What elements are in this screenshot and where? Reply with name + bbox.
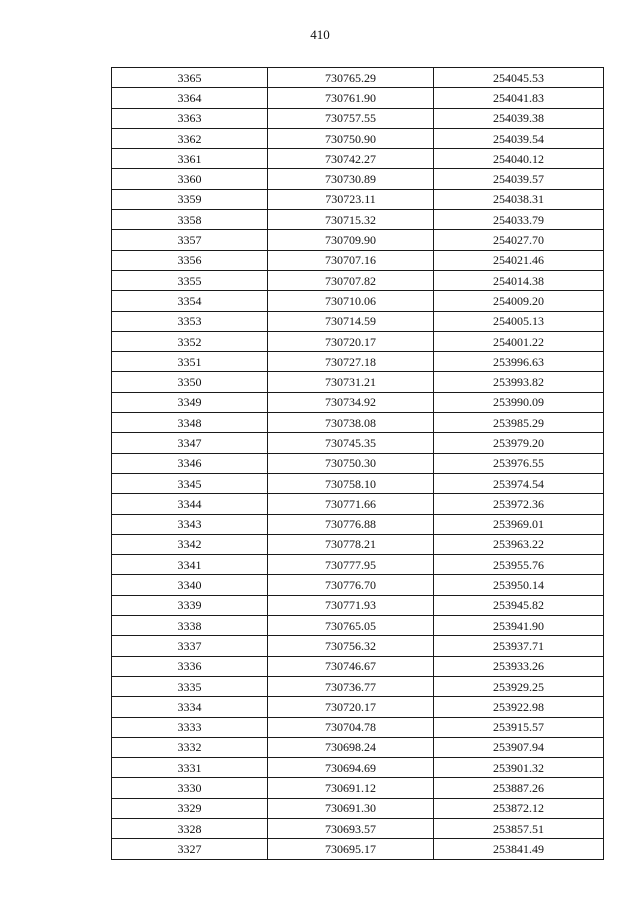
x-coordinate-cell: 730776.70 xyxy=(268,575,434,595)
y-coordinate-cell: 253872.12 xyxy=(434,798,604,818)
point-number-cell: 3341 xyxy=(112,555,268,575)
table-row xyxy=(112,737,604,757)
point-number-cell: 3338 xyxy=(112,616,268,636)
table-row xyxy=(112,575,604,595)
point-number-cell: 3329 xyxy=(112,798,268,818)
point-number-cell: 3348 xyxy=(112,413,268,433)
point-number-cell: 3349 xyxy=(112,392,268,412)
point-number-cell: 3347 xyxy=(112,433,268,453)
table-row xyxy=(112,616,604,636)
x-coordinate-cell: 730709.90 xyxy=(268,230,434,250)
table-row xyxy=(112,697,604,717)
table-row xyxy=(112,372,604,392)
x-coordinate-cell: 730704.78 xyxy=(268,717,434,737)
table-row xyxy=(112,555,604,575)
x-coordinate-cell: 730736.77 xyxy=(268,676,434,696)
y-coordinate-cell: 253974.54 xyxy=(434,473,604,493)
x-coordinate-cell: 730694.69 xyxy=(268,758,434,778)
table-row xyxy=(112,656,604,676)
point-number-cell: 3365 xyxy=(112,68,268,88)
point-number-cell: 3354 xyxy=(112,291,268,311)
table-row xyxy=(112,778,604,798)
x-coordinate-cell: 730756.32 xyxy=(268,636,434,656)
point-number-cell: 3352 xyxy=(112,331,268,351)
y-coordinate-cell: 253915.57 xyxy=(434,717,604,737)
y-coordinate-cell: 253950.14 xyxy=(434,575,604,595)
point-number-cell: 3332 xyxy=(112,737,268,757)
y-coordinate-cell: 253887.26 xyxy=(434,778,604,798)
point-number-cell: 3331 xyxy=(112,758,268,778)
point-number-cell: 3359 xyxy=(112,189,268,209)
y-coordinate-cell: 253985.29 xyxy=(434,413,604,433)
y-coordinate-cell: 253857.51 xyxy=(434,818,604,838)
y-coordinate-cell: 253976.55 xyxy=(434,453,604,473)
table-row xyxy=(112,270,604,290)
point-number-cell: 3334 xyxy=(112,697,268,717)
x-coordinate-cell: 730714.59 xyxy=(268,311,434,331)
point-number-cell: 3356 xyxy=(112,250,268,270)
x-coordinate-cell: 730757.55 xyxy=(268,108,434,128)
table-row xyxy=(112,392,604,412)
table-row xyxy=(112,128,604,148)
table-row xyxy=(112,534,604,554)
x-coordinate-cell: 730776.88 xyxy=(268,514,434,534)
y-coordinate-cell: 254041.83 xyxy=(434,88,604,108)
y-coordinate-cell: 253922.98 xyxy=(434,697,604,717)
point-number-cell: 3357 xyxy=(112,230,268,250)
point-number-cell: 3327 xyxy=(112,839,268,859)
point-number-cell: 3363 xyxy=(112,108,268,128)
y-coordinate-cell: 253979.20 xyxy=(434,433,604,453)
x-coordinate-cell: 730730.89 xyxy=(268,169,434,189)
y-coordinate-cell: 253933.26 xyxy=(434,656,604,676)
table-row xyxy=(112,352,604,372)
table-row xyxy=(112,818,604,838)
table-row xyxy=(112,189,604,209)
y-coordinate-cell: 254040.12 xyxy=(434,149,604,169)
y-coordinate-cell: 253941.90 xyxy=(434,616,604,636)
point-number-cell: 3362 xyxy=(112,128,268,148)
point-number-cell: 3345 xyxy=(112,473,268,493)
point-number-cell: 3358 xyxy=(112,210,268,230)
point-number-cell: 3364 xyxy=(112,88,268,108)
y-coordinate-cell: 253929.25 xyxy=(434,676,604,696)
y-coordinate-cell: 254033.79 xyxy=(434,210,604,230)
point-number-cell: 3340 xyxy=(112,575,268,595)
point-number-cell: 3336 xyxy=(112,656,268,676)
table-row xyxy=(112,839,604,859)
point-number-cell: 3361 xyxy=(112,149,268,169)
x-coordinate-cell: 730771.93 xyxy=(268,595,434,615)
table-row xyxy=(112,758,604,778)
point-number-cell: 3343 xyxy=(112,514,268,534)
table-row xyxy=(112,433,604,453)
x-coordinate-cell: 730734.92 xyxy=(268,392,434,412)
table-row xyxy=(112,311,604,331)
y-coordinate-cell: 253969.01 xyxy=(434,514,604,534)
y-coordinate-cell: 254039.54 xyxy=(434,128,604,148)
y-coordinate-cell: 253996.63 xyxy=(434,352,604,372)
point-number-cell: 3355 xyxy=(112,270,268,290)
x-coordinate-cell: 730750.90 xyxy=(268,128,434,148)
x-coordinate-cell: 730777.95 xyxy=(268,555,434,575)
table-row xyxy=(112,514,604,534)
y-coordinate-cell: 254014.38 xyxy=(434,270,604,290)
point-number-cell: 3346 xyxy=(112,453,268,473)
point-number-cell: 3330 xyxy=(112,778,268,798)
table-row xyxy=(112,291,604,311)
table-row xyxy=(112,595,604,615)
point-number-cell: 3333 xyxy=(112,717,268,737)
y-coordinate-cell: 254045.53 xyxy=(434,68,604,88)
x-coordinate-cell: 730745.35 xyxy=(268,433,434,453)
x-coordinate-cell: 730742.27 xyxy=(268,149,434,169)
y-coordinate-cell: 254005.13 xyxy=(434,311,604,331)
table-row xyxy=(112,68,604,88)
x-coordinate-cell: 730707.82 xyxy=(268,270,434,290)
y-coordinate-cell: 253955.76 xyxy=(434,555,604,575)
point-number-cell: 3339 xyxy=(112,595,268,615)
y-coordinate-cell: 253841.49 xyxy=(434,839,604,859)
x-coordinate-cell: 730750.30 xyxy=(268,453,434,473)
x-coordinate-cell: 730731.21 xyxy=(268,372,434,392)
table-row xyxy=(112,210,604,230)
table-row xyxy=(112,230,604,250)
x-coordinate-cell: 730720.17 xyxy=(268,331,434,351)
table-row xyxy=(112,88,604,108)
y-coordinate-cell: 254038.31 xyxy=(434,189,604,209)
table-row xyxy=(112,250,604,270)
y-coordinate-cell: 254039.38 xyxy=(434,108,604,128)
table-row xyxy=(112,717,604,737)
y-coordinate-cell: 253990.09 xyxy=(434,392,604,412)
table-row xyxy=(112,453,604,473)
point-number-cell: 3350 xyxy=(112,372,268,392)
x-coordinate-cell: 730771.66 xyxy=(268,494,434,514)
point-number-cell: 3353 xyxy=(112,311,268,331)
table-row xyxy=(112,798,604,818)
y-coordinate-cell: 253907.94 xyxy=(434,737,604,757)
x-coordinate-cell: 730723.11 xyxy=(268,189,434,209)
coordinates-table-body xyxy=(112,68,604,860)
y-coordinate-cell: 253963.22 xyxy=(434,534,604,554)
point-number-cell: 3360 xyxy=(112,169,268,189)
y-coordinate-cell: 254001.22 xyxy=(434,331,604,351)
x-coordinate-cell: 730691.12 xyxy=(268,778,434,798)
coordinates-table xyxy=(111,67,604,860)
page-number: 410 xyxy=(310,27,330,42)
table-row xyxy=(112,108,604,128)
x-coordinate-cell: 730715.32 xyxy=(268,210,434,230)
point-number-cell: 3337 xyxy=(112,636,268,656)
x-coordinate-cell: 730691.30 xyxy=(268,798,434,818)
x-coordinate-cell: 730765.05 xyxy=(268,616,434,636)
point-number-cell: 3351 xyxy=(112,352,268,372)
x-coordinate-cell: 730761.90 xyxy=(268,88,434,108)
y-coordinate-cell: 253945.82 xyxy=(434,595,604,615)
y-coordinate-cell: 253937.71 xyxy=(434,636,604,656)
x-coordinate-cell: 730758.10 xyxy=(268,473,434,493)
table-row xyxy=(112,169,604,189)
x-coordinate-cell: 730720.17 xyxy=(268,697,434,717)
point-number-cell: 3342 xyxy=(112,534,268,554)
table-row xyxy=(112,636,604,656)
y-coordinate-cell: 254021.46 xyxy=(434,250,604,270)
table-row xyxy=(112,473,604,493)
x-coordinate-cell: 730698.24 xyxy=(268,737,434,757)
table-row xyxy=(112,149,604,169)
x-coordinate-cell: 730710.06 xyxy=(268,291,434,311)
y-coordinate-cell: 254009.20 xyxy=(434,291,604,311)
x-coordinate-cell: 730693.57 xyxy=(268,818,434,838)
y-coordinate-cell: 254039.57 xyxy=(434,169,604,189)
y-coordinate-cell: 253972.36 xyxy=(434,494,604,514)
table-row xyxy=(112,676,604,696)
x-coordinate-cell: 730765.29 xyxy=(268,68,434,88)
table-row xyxy=(112,494,604,514)
x-coordinate-cell: 730778.21 xyxy=(268,534,434,554)
table-row xyxy=(112,331,604,351)
point-number-cell: 3335 xyxy=(112,676,268,696)
x-coordinate-cell: 730746.67 xyxy=(268,656,434,676)
x-coordinate-cell: 730707.16 xyxy=(268,250,434,270)
y-coordinate-cell: 253901.32 xyxy=(434,758,604,778)
y-coordinate-cell: 254027.70 xyxy=(434,230,604,250)
y-coordinate-cell: 253993.82 xyxy=(434,372,604,392)
x-coordinate-cell: 730695.17 xyxy=(268,839,434,859)
point-number-cell: 3344 xyxy=(112,494,268,514)
x-coordinate-cell: 730738.08 xyxy=(268,413,434,433)
point-number-cell: 3328 xyxy=(112,818,268,838)
table-row xyxy=(112,413,604,433)
x-coordinate-cell: 730727.18 xyxy=(268,352,434,372)
